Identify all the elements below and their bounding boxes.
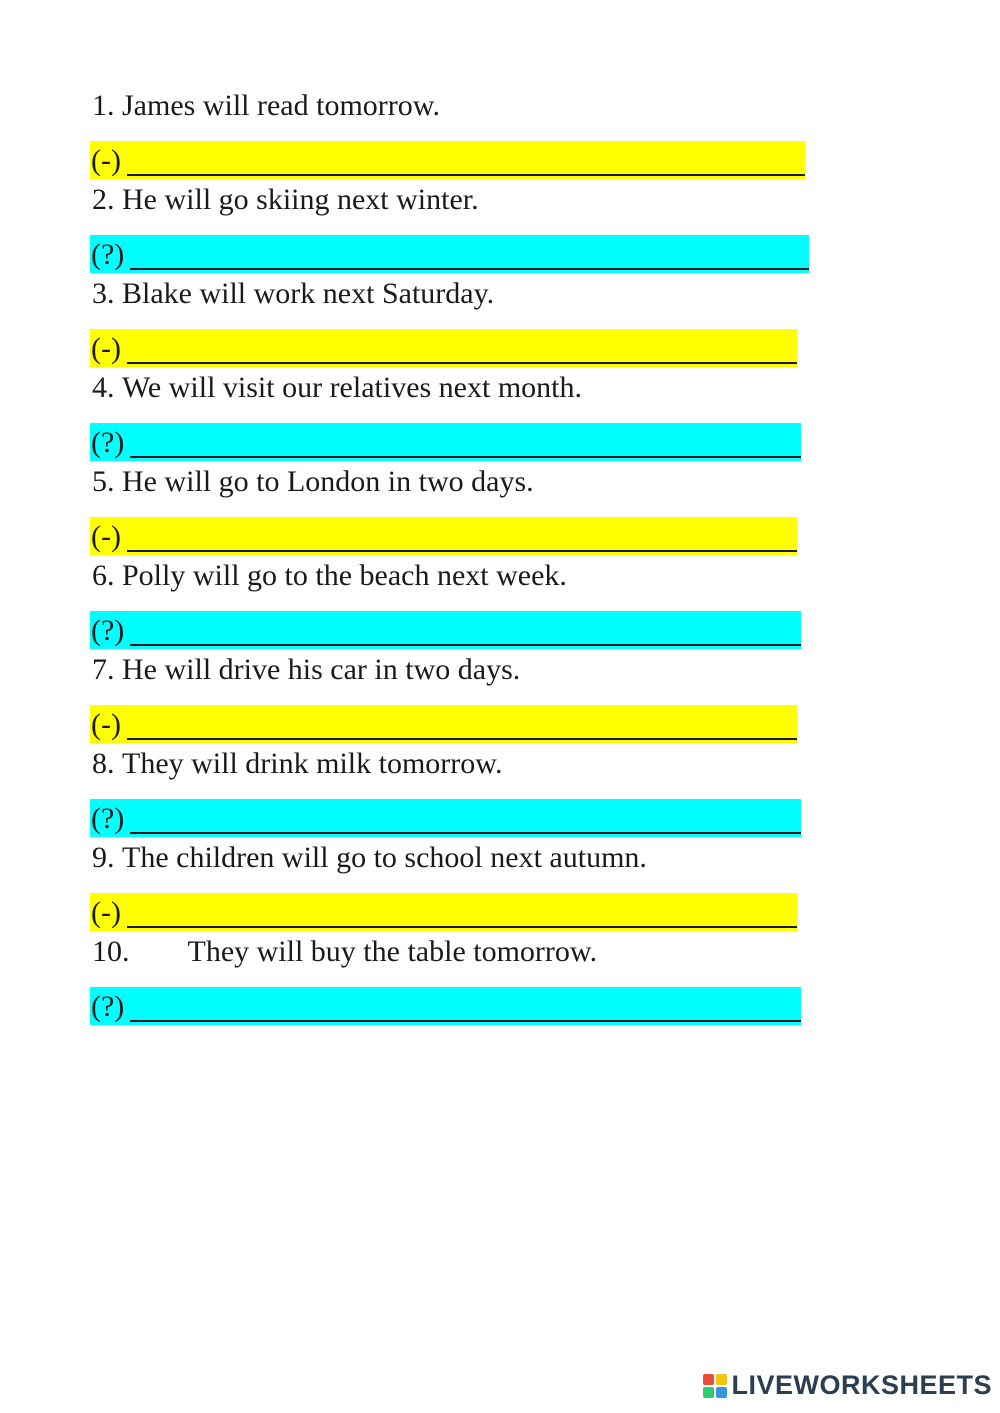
exercise-item: [90, 552, 850, 646]
exercise-sentence: [92, 464, 534, 500]
exercise-number: 7.: [92, 653, 115, 686]
exercise-sentence: [92, 934, 597, 970]
negative-answer-field[interactable]: [90, 705, 797, 743]
question-answer-field[interactable]: [90, 987, 801, 1025]
exercise-text: Blake will work next Saturday.: [122, 277, 495, 310]
exercise-number: 1.: [92, 89, 115, 122]
question-answer-field[interactable]: [90, 611, 801, 649]
logo-square: [716, 1374, 727, 1385]
exercise-text: He will drive his car in two days.: [122, 653, 521, 686]
question-answer-field[interactable]: [90, 235, 809, 273]
answer-prefix: (-): [91, 896, 121, 929]
exercise-item: [90, 928, 850, 1022]
answer-prefix: (-): [91, 520, 121, 553]
answer-blank-line[interactable]: [127, 708, 797, 740]
exercise-sentence: [92, 652, 520, 688]
exercise-number: 8.: [92, 747, 115, 780]
exercise-item: [90, 176, 850, 270]
question-answer-field[interactable]: [90, 423, 801, 461]
answer-blank-line[interactable]: [127, 520, 797, 552]
exercise-sentence: [92, 370, 582, 406]
exercise-text: Polly will go to the beach next week.: [122, 559, 567, 592]
exercise-number: 4.: [92, 371, 115, 404]
answer-blank-line[interactable]: [127, 896, 797, 928]
answer-prefix: (-): [91, 332, 121, 365]
worksheet: [90, 82, 850, 1022]
negative-answer-field[interactable]: [90, 329, 797, 367]
answer-blank-line[interactable]: [130, 990, 801, 1022]
exercise-number: 3.: [92, 277, 115, 310]
answer-prefix: (?): [91, 990, 125, 1023]
exercise-item: [90, 364, 850, 458]
answer-prefix: (?): [91, 426, 125, 459]
exercise-item: [90, 270, 850, 364]
logo-square: [716, 1387, 727, 1398]
exercise-text: James will read tomorrow.: [122, 89, 440, 122]
exercise-number: 10.: [92, 935, 130, 968]
answer-prefix: (?): [91, 802, 125, 835]
answer-blank-line[interactable]: [130, 238, 809, 270]
exercise-number: 2.: [92, 183, 115, 216]
negative-answer-field[interactable]: [90, 141, 805, 179]
exercise-number: 6.: [92, 559, 115, 592]
exercise-sentence: [92, 276, 494, 312]
exercise-item: [90, 740, 850, 834]
brand-watermark: [703, 1370, 992, 1401]
exercise-item: [90, 82, 850, 176]
exercise-text: They will drink milk tomorrow.: [122, 747, 503, 780]
exercise-text: He will go to London in two days.: [122, 465, 534, 498]
answer-blank-line[interactable]: [130, 614, 801, 646]
exercise-sentence: [92, 840, 647, 876]
liveworksheets-logo-icon: [703, 1374, 727, 1398]
exercise-item: [90, 834, 850, 928]
exercise-text: They will buy the table tomorrow.: [187, 935, 598, 968]
negative-answer-field[interactable]: [90, 517, 797, 555]
exercise-text: The children will go to school next autumn.: [122, 841, 647, 874]
logo-square: [703, 1374, 714, 1385]
exercise-item: [90, 646, 850, 740]
exercise-sentence: [92, 182, 479, 218]
brand-text: LIVEWORKSHEETS: [731, 1370, 992, 1400]
answer-blank-line[interactable]: [127, 144, 805, 176]
exercise-sentence: [92, 88, 440, 124]
exercise-text: He will go skiing next winter.: [122, 183, 479, 216]
exercise-number: 5.: [92, 465, 115, 498]
exercise-item: [90, 458, 850, 552]
answer-blank-line[interactable]: [130, 802, 801, 834]
answer-blank-line[interactable]: [127, 332, 797, 364]
exercise-sentence: [92, 558, 567, 594]
answer-prefix: (?): [91, 614, 125, 647]
question-answer-field[interactable]: [90, 799, 801, 837]
exercise-text: We will visit our relatives next month.: [122, 371, 583, 404]
answer-prefix: (-): [91, 144, 121, 177]
exercise-number: 9.: [92, 841, 115, 874]
answer-blank-line[interactable]: [130, 426, 801, 458]
answer-prefix: (-): [91, 708, 121, 741]
logo-square: [703, 1387, 714, 1398]
exercise-sentence: [92, 746, 503, 782]
negative-answer-field[interactable]: [90, 893, 797, 931]
answer-prefix: (?): [91, 238, 125, 271]
